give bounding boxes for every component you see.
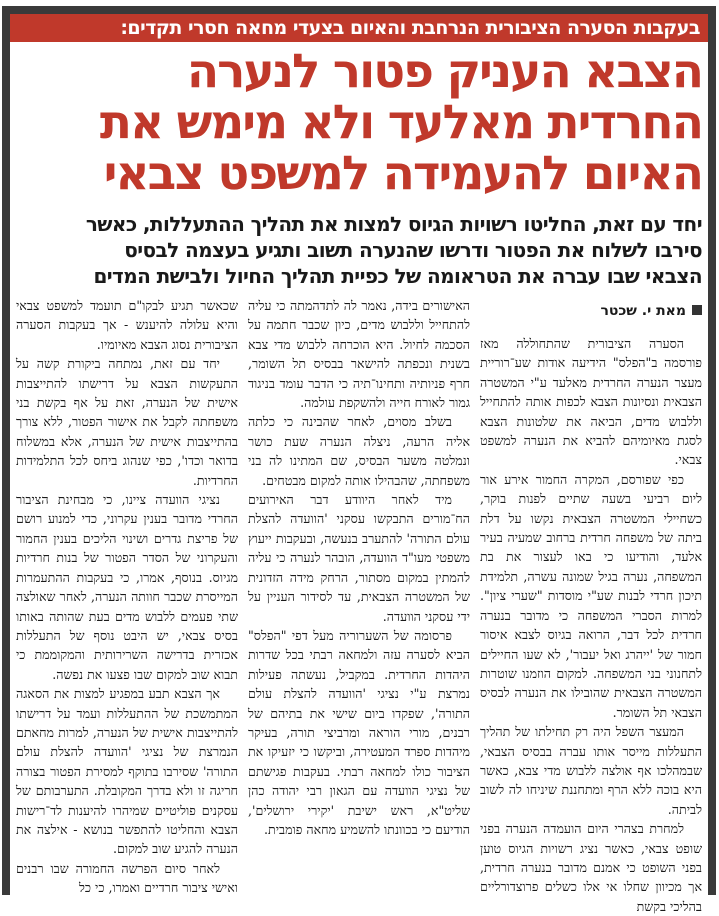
headline-line: הצבא העניק פטור לנערה [186, 44, 702, 99]
headline-line: האיום להעמידה למשפט צבאי [103, 146, 702, 201]
paragraph: מיד לאחר היוודע דבר האירועים הח־מורים התבקשו עסקני 'הוועדה להצלת עולם התורה' להתערב בנעשה, ובעקבות ייעוץ משפטי מעו"ד הוועדה, הובהר לנערה כי עליה להמתין במקום מסתור, הרחק מידה הזדונית של המשטרה הצבאית, עד לסידור העניין על ידי עסקני הוועדה. [248, 492, 470, 624]
kicker-banner: בעקבות הסערה הציבורית הנרחבת והאיום בצעדי מחאה חסרי תקדים: [10, 14, 708, 42]
subheadline-line: סירבו לשלוח את הפטור ודרשו שהנערה תשוב ותגיע בעצמה לבסיס [124, 238, 702, 262]
article-columns [16, 296, 702, 914]
paragraph: כפי שפורסם, המקרה החמור אירע אור ליום רביעי בשעה שתיים לפנות בוקר, כשחיילי המשטרה הצבאית נקשו על דלת ביתה של משפחה חרדית ברחוב שמעיה בעיר אלעד, והודיעו כי באו לעצור את בת המשפחה, נערה בגיל שמונה עשרה, תלמידת תיכון חרדי לבנות שע"י מוסדות "שערי ציון". למרות הסברי המשפחה כי מדובר בנערה חרדית לכל דבר, הרואה בגיוס לצבא איסור חמור של 'ייהרג ואל יעבור', לא שעו החיילים לתחנוני בני המשפחה. למקום הוזמנו שוטרות המשטרה הצבאית שהובילו את הנערה לבסיס הצבאי תל השומר. [480, 471, 702, 720]
paragraph: המעצר השפל היה רק תחילתו של תהליך התעללות מייסר אותו עברה בבסיס הצבאי, שבמהלכו אף אולצה ללבוש מדי צבא, כאשר היא בוכה ללא הרף ומתחננת שיניחו לה לשוב לביתה. [480, 724, 702, 817]
paragraph: האישורים בידה, נאמר לה לתדהמתה כי עליה להתחייל וללבוש מדים, כיון שכבר חתמה על הסכמה לחיול. היא הוכרחה ללבוש מדי צבא בשנית ונכפתה להישאר בבסיס תל השומר, חרף פניותיה ותחינו־תיה כי הדבר עומד בניגוד גמור לאורח חייה ולהשקפת עולמה. [248, 298, 470, 411]
column-2 [248, 296, 470, 895]
paragraph: אך הצבא תבע במפגיע למצות את הסאגה המתמשכת של ההתעללות ועמד על דרישתו להתייצבות אישית של הנערה, למרות מחאתם הנמרצת של נציגי 'הוועדה להצלת עולם התורה' שסירבו בתוקף למסירת הפטור בצורה חריגה זו ולא בדרך המקובלת. התערבותם של עסקנים פוליטיים שמיהרו להיענות לד־רישות הצבא והחליטו להתפשר בנושא - אילצה את הנערה להגיע שוב למקום. [16, 686, 238, 857]
paragraph: יחד עם זאת, נמתחה ביקורת קשה על התעקשות הצבא על דרישתו להתייצבות אישית של הנערה, זאת על אף בקשת בני משפחתה לקבל את אישור הפטור, ללא צורך בהתייצבות אישית של הנערה, אלא במשלוח בדואר וכדו', כפי שנהוג ביחס לכל התלמידות החרדיות. [16, 356, 238, 488]
subheadline-line: יחד עם זאת, החליטו רשויות הגיוס למצות את תהליך ההתעללות, כאשר [85, 212, 702, 236]
article-body [10, 14, 708, 914]
paragraph: לאחר סיום הפרשה החמורה שבו רבנים ואישי ציבור חרדיים ואמרו, כי כל [16, 860, 238, 896]
byline [480, 300, 702, 322]
subheadline [16, 211, 702, 289]
headline [10, 46, 702, 199]
paragraph: למחרת בצהרי היום הועמדה הנערה בפני שופט צבאי, כאשר נציג רשויות הגיוס טוען בפני השופט כי אמנם מדובר בנערה חרדית, אך מכיוון שחלו אי אלו כשלים פרוצדורליים בהליכי בקשת [480, 821, 702, 914]
paragraph: נציגי הוועדה ציינו, כי מבחינת הציבור החרדי מדובר בענין עקרוני, כדי למנוע רושם של פריצת גדרים ושינוי הליכים בענין החמור והעקרוני של הסדר הפטור של בנות חרדיות מגיוס. בנוסף, אמרו, כי בעקבות ההתעמרות המייסרת שכבר חוותה הנערה, לאחר שאולצה שתי פעמים ללבוש מדים בעת שהותה באותו בסיס צבאי, יש היבט נוסף של התעללות אכזרית בדרישה השרירותית והמקוממת כי תבוא שוב למקום שבו פצעו את נפשה. [16, 492, 238, 682]
paragraph: פרסומה של השערוריה מעל דפי "הפלס" הביא לסערה עזה ולמחאה רבתי בכל שדרות היהדות החרדית. במקביל, נעשתה פעילות נמרצת ע"י נציגי 'הוועדה להצלת עולם התורה', שפקדו ביום שישי את בתיהם של רבנים, מורי הוראה ומרביצי תורה, בעיקר מיהדות ספרד המעטירה, וביקשו כי יזעיקו את הציבור כולו למחאה רבתי. בעקבות פגישתם של נציגי הוועדה עם הגאון רבי יהודה כהן שליט"א, ראש ישיבת 'יקירי ירושלים', הודיעם כי בכוונתו להשמיע מחאה פומבית. [248, 627, 470, 837]
headline-line: החרדית מאלעד ולא מימש את [99, 95, 702, 150]
byline-text: מאת י. שכטר [600, 303, 686, 319]
article-frame [2, 6, 716, 914]
square-bullet-icon [692, 305, 702, 315]
paragraph: הסערה הציבורית שהתחוללה מאז פורסמה ב"הפלס" הידיעה אודות שע־רוריית מעצר הנערה החרדית מאלעד ע"י המשטרה הצבאית ונסיונות הצבא לכפות אותה להתחייל וללבוש מדים, הביאה את שלטונות הצבא לסגת מאיומיהם להביא את הנערה למשפט צבאי. [480, 336, 702, 468]
column-1 [480, 296, 702, 914]
paragraph: שכאשר תגיע לבקו"ם תועמד למשפט צבאי והיא עלולה להיענש - אך בעקבות הסערה הציבורית נסוג הצבא מאיומיו. [16, 298, 238, 352]
subheadline-line: הצבאי שבו עברה את הטראומה של כפיית תהליך החיול ולבישת המדים [93, 264, 702, 288]
paragraph: בשלב מסוים, לאחר שהבינה כי כלתה אליה הרעה, ניצלה הנערה שעת כושר ונמלטה משער הבסיס, שם המתינו לה בני משפחתה, שהבהילו אותה למקום מבטחים. [248, 414, 470, 488]
column-3 [16, 296, 238, 895]
